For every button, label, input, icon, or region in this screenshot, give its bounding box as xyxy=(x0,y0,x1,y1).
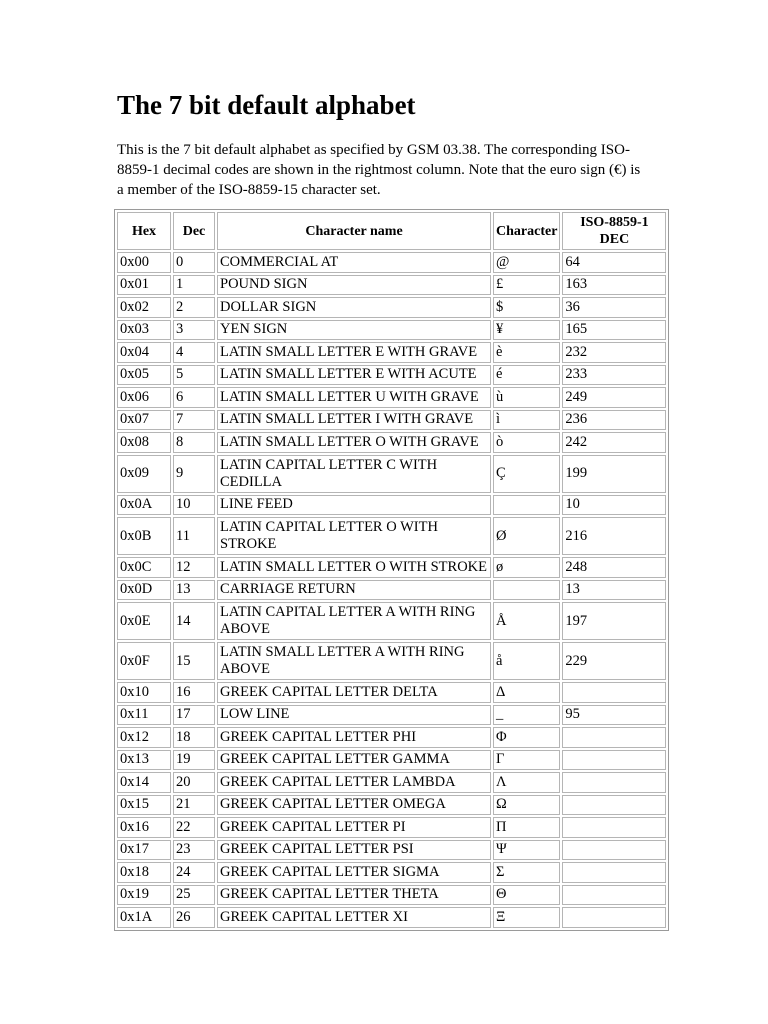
cell-character-name: GREEK CAPITAL LETTER GAMMA xyxy=(217,750,491,771)
table-row xyxy=(117,862,666,883)
table-row xyxy=(117,642,666,680)
cell-character: å xyxy=(493,642,560,680)
cell-hex: 0x09 xyxy=(117,455,171,493)
cell-character: Δ xyxy=(493,682,560,703)
cell-dec: 0 xyxy=(173,252,215,273)
cell-dec: 15 xyxy=(173,642,215,680)
cell-hex: 0x05 xyxy=(117,365,171,386)
cell-character-name: LATIN SMALL LETTER O WITH GRAVE xyxy=(217,432,491,453)
cell-iso-dec: 199 xyxy=(562,455,666,493)
cell-character-name: LATIN SMALL LETTER O WITH STROKE xyxy=(217,557,491,578)
table-row xyxy=(117,795,666,816)
cell-iso-dec xyxy=(562,772,666,793)
cell-character-name: GREEK CAPITAL LETTER THETA xyxy=(217,885,491,906)
cell-character: é xyxy=(493,365,560,386)
cell-iso-dec xyxy=(562,795,666,816)
table-row xyxy=(117,817,666,838)
table-row xyxy=(117,907,666,928)
cell-hex: 0x1A xyxy=(117,907,171,928)
cell-character-name: LATIN CAPITAL LETTER O WITH STROKE xyxy=(217,517,491,555)
cell-dec: 13 xyxy=(173,580,215,601)
cell-hex: 0x13 xyxy=(117,750,171,771)
cell-hex: 0x16 xyxy=(117,817,171,838)
cell-hex: 0x06 xyxy=(117,387,171,408)
cell-character: Π xyxy=(493,817,560,838)
cell-dec: 24 xyxy=(173,862,215,883)
cell-dec: 3 xyxy=(173,320,215,341)
cell-hex: 0x0D xyxy=(117,580,171,601)
cell-character-name: POUND SIGN xyxy=(217,275,491,296)
page-title: The 7 bit default alphabet xyxy=(117,90,416,120)
cell-hex: 0x10 xyxy=(117,682,171,703)
cell-dec: 4 xyxy=(173,342,215,363)
document xyxy=(117,88,657,200)
cell-iso-dec: 36 xyxy=(562,297,666,318)
table-row xyxy=(117,342,666,363)
cell-character-name: LATIN SMALL LETTER I WITH GRAVE xyxy=(217,410,491,431)
cell-hex: 0x15 xyxy=(117,795,171,816)
cell-hex: 0x01 xyxy=(117,275,171,296)
cell-iso-dec xyxy=(562,907,666,928)
cell-hex: 0x04 xyxy=(117,342,171,363)
alphabet-table xyxy=(114,209,669,931)
cell-character: ò xyxy=(493,432,560,453)
cell-hex: 0x14 xyxy=(117,772,171,793)
header-iso xyxy=(562,212,666,250)
cell-character-name: COMMERCIAL AT xyxy=(217,252,491,273)
cell-iso-dec: 95 xyxy=(562,705,666,726)
cell-iso-dec: 165 xyxy=(562,320,666,341)
cell-hex: 0x19 xyxy=(117,885,171,906)
cell-iso-dec: 249 xyxy=(562,387,666,408)
cell-hex: 0x07 xyxy=(117,410,171,431)
table-row xyxy=(117,432,666,453)
cell-character-name: LATIN SMALL LETTER E WITH GRAVE xyxy=(217,342,491,363)
header-iso-line2: DEC xyxy=(599,232,630,247)
cell-dec: 11 xyxy=(173,517,215,555)
cell-character-name: GREEK CAPITAL LETTER PI xyxy=(217,817,491,838)
cell-character: ø xyxy=(493,557,560,578)
cell-dec: 12 xyxy=(173,557,215,578)
cell-iso-dec: 13 xyxy=(562,580,666,601)
header-hex: Hex xyxy=(117,212,171,250)
cell-character: Σ xyxy=(493,862,560,883)
table-row xyxy=(117,517,666,555)
cell-character: Ξ xyxy=(493,907,560,928)
cell-character: è xyxy=(493,342,560,363)
cell-dec: 7 xyxy=(173,410,215,431)
cell-dec: 20 xyxy=(173,772,215,793)
header-character: Character xyxy=(493,212,560,250)
cell-character-name: DOLLAR SIGN xyxy=(217,297,491,318)
table-row xyxy=(117,750,666,771)
table-row xyxy=(117,252,666,273)
cell-iso-dec: 236 xyxy=(562,410,666,431)
cell-dec: 25 xyxy=(173,885,215,906)
cell-character-name: LATIN CAPITAL LETTER C WITH CEDILLA xyxy=(217,455,491,493)
cell-character-name: GREEK CAPITAL LETTER XI xyxy=(217,907,491,928)
cell-character-name: LATIN SMALL LETTER A WITH RING ABOVE xyxy=(217,642,491,680)
table-row xyxy=(117,580,666,601)
table-row xyxy=(117,885,666,906)
cell-iso-dec: 248 xyxy=(562,557,666,578)
cell-hex: 0x17 xyxy=(117,840,171,861)
cell-iso-dec: 10 xyxy=(562,495,666,516)
cell-character: Γ xyxy=(493,750,560,771)
table-header-row xyxy=(117,212,666,250)
table-row xyxy=(117,275,666,296)
intro-paragraph: This is the 7 bit default alphabet as specified by GSM 03.38. The corresponding ISO-8859-1 decimal codes are shown in the rightmost column. Note that the euro sign (€) is a member of the ISO-8859-15 character set. xyxy=(117,142,641,198)
cell-dec: 17 xyxy=(173,705,215,726)
cell-hex: 0x0F xyxy=(117,642,171,680)
cell-character-name: CARRIAGE RETURN xyxy=(217,580,491,601)
cell-iso-dec: 163 xyxy=(562,275,666,296)
cell-character: Φ xyxy=(493,727,560,748)
cell-character-name: GREEK CAPITAL LETTER PSI xyxy=(217,840,491,861)
cell-iso-dec xyxy=(562,682,666,703)
cell-character: Ø xyxy=(493,517,560,555)
table-row xyxy=(117,772,666,793)
cell-character: $ xyxy=(493,297,560,318)
cell-iso-dec: 242 xyxy=(562,432,666,453)
cell-dec: 23 xyxy=(173,840,215,861)
table-row xyxy=(117,455,666,493)
cell-dec: 19 xyxy=(173,750,215,771)
cell-iso-dec: 232 xyxy=(562,342,666,363)
cell-character: Θ xyxy=(493,885,560,906)
cell-character-name: GREEK CAPITAL LETTER DELTA xyxy=(217,682,491,703)
cell-dec: 1 xyxy=(173,275,215,296)
cell-character: @ xyxy=(493,252,560,273)
cell-dec: 10 xyxy=(173,495,215,516)
cell-character: ¥ xyxy=(493,320,560,341)
cell-dec: 8 xyxy=(173,432,215,453)
table-row xyxy=(117,682,666,703)
cell-iso-dec: 233 xyxy=(562,365,666,386)
cell-iso-dec: 64 xyxy=(562,252,666,273)
cell-dec: 18 xyxy=(173,727,215,748)
cell-hex: 0x02 xyxy=(117,297,171,318)
cell-hex: 0x0C xyxy=(117,557,171,578)
header-character-name: Character name xyxy=(217,212,491,250)
cell-hex: 0x18 xyxy=(117,862,171,883)
cell-character-name: GREEK CAPITAL LETTER LAMBDA xyxy=(217,772,491,793)
table-row xyxy=(117,557,666,578)
cell-character: Ω xyxy=(493,795,560,816)
cell-iso-dec xyxy=(562,750,666,771)
cell-dec: 16 xyxy=(173,682,215,703)
cell-dec: 2 xyxy=(173,297,215,318)
cell-character-name: LOW LINE xyxy=(217,705,491,726)
cell-iso-dec xyxy=(562,817,666,838)
cell-dec: 9 xyxy=(173,455,215,493)
cell-dec: 22 xyxy=(173,817,215,838)
table-row xyxy=(117,365,666,386)
cell-dec: 14 xyxy=(173,602,215,640)
table-row xyxy=(117,495,666,516)
cell-character: Λ xyxy=(493,772,560,793)
table-row xyxy=(117,297,666,318)
cell-character-name: LATIN SMALL LETTER U WITH GRAVE xyxy=(217,387,491,408)
cell-character-name: LINE FEED xyxy=(217,495,491,516)
cell-hex: 0x08 xyxy=(117,432,171,453)
cell-character: Ç xyxy=(493,455,560,493)
cell-iso-dec xyxy=(562,885,666,906)
cell-hex: 0x11 xyxy=(117,705,171,726)
cell-iso-dec xyxy=(562,727,666,748)
cell-character-name: GREEK CAPITAL LETTER SIGMA xyxy=(217,862,491,883)
cell-hex: 0x0A xyxy=(117,495,171,516)
header-dec: Dec xyxy=(173,212,215,250)
cell-character-name: LATIN SMALL LETTER E WITH ACUTE xyxy=(217,365,491,386)
cell-hex: 0x0E xyxy=(117,602,171,640)
cell-character: ì xyxy=(493,410,560,431)
cell-character: Ψ xyxy=(493,840,560,861)
cell-character-name: LATIN CAPITAL LETTER A WITH RING ABOVE xyxy=(217,602,491,640)
table-row xyxy=(117,602,666,640)
cell-hex: 0x12 xyxy=(117,727,171,748)
cell-character-name: GREEK CAPITAL LETTER PHI xyxy=(217,727,491,748)
table-row xyxy=(117,705,666,726)
cell-character: Å xyxy=(493,602,560,640)
cell-iso-dec: 229 xyxy=(562,642,666,680)
cell-hex: 0x0B xyxy=(117,517,171,555)
table-row xyxy=(117,727,666,748)
table-row xyxy=(117,840,666,861)
cell-dec: 6 xyxy=(173,387,215,408)
cell-iso-dec xyxy=(562,840,666,861)
cell-character xyxy=(493,495,560,516)
cell-dec: 21 xyxy=(173,795,215,816)
table-body xyxy=(117,252,666,928)
table-row xyxy=(117,387,666,408)
cell-character-name: GREEK CAPITAL LETTER OMEGA xyxy=(217,795,491,816)
cell-hex: 0x00 xyxy=(117,252,171,273)
cell-character: ù xyxy=(493,387,560,408)
cell-dec: 5 xyxy=(173,365,215,386)
cell-iso-dec: 216 xyxy=(562,517,666,555)
cell-hex: 0x03 xyxy=(117,320,171,341)
cell-iso-dec: 197 xyxy=(562,602,666,640)
table-row xyxy=(117,410,666,431)
cell-character xyxy=(493,580,560,601)
cell-iso-dec xyxy=(562,862,666,883)
cell-character-name: YEN SIGN xyxy=(217,320,491,341)
cell-dec: 26 xyxy=(173,907,215,928)
cell-character: _ xyxy=(493,705,560,726)
header-iso-line1: ISO-8859-1 xyxy=(580,215,649,230)
cell-character: £ xyxy=(493,275,560,296)
table-row xyxy=(117,320,666,341)
